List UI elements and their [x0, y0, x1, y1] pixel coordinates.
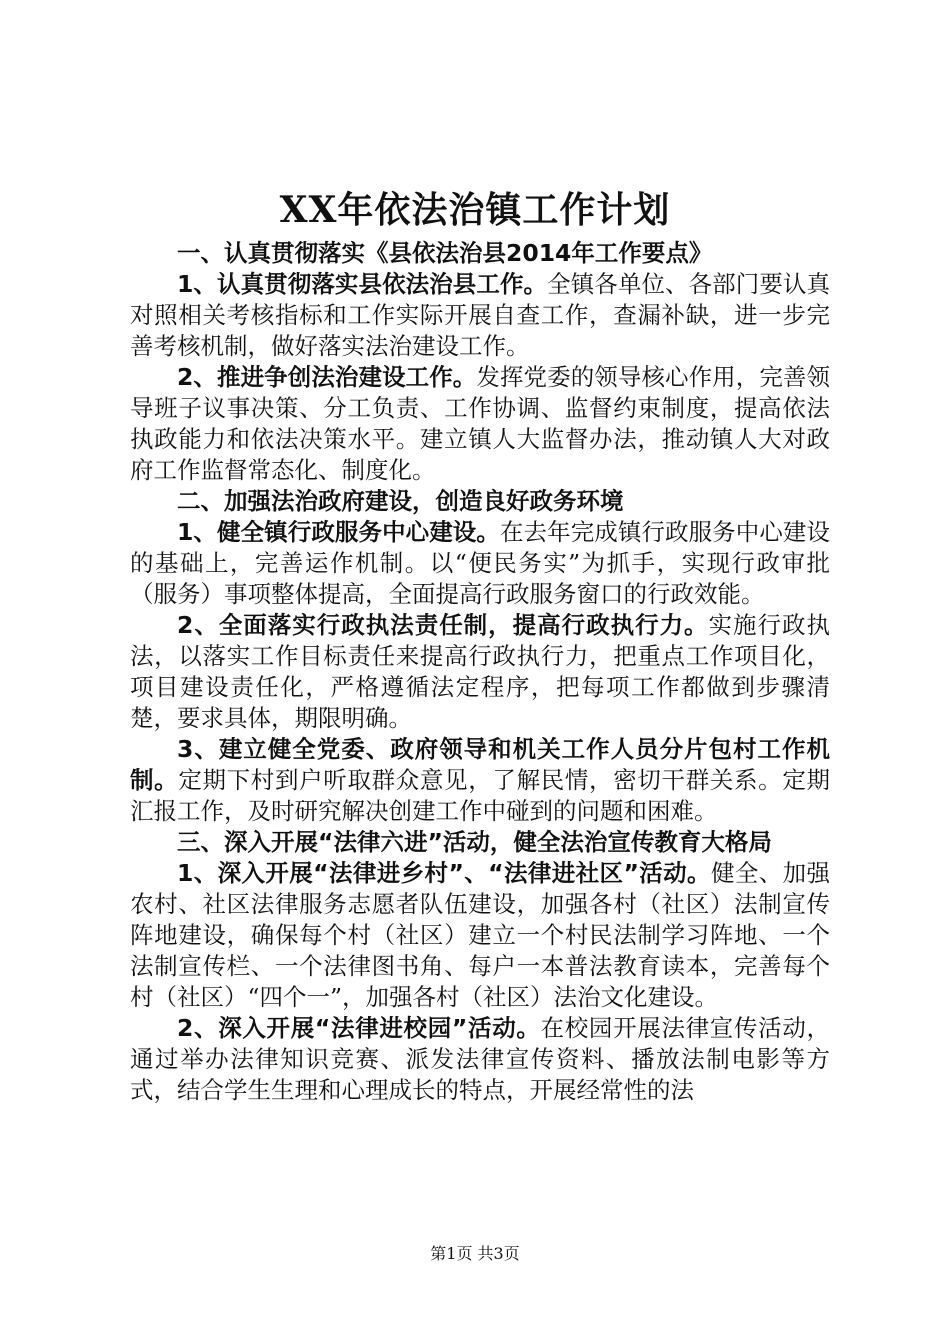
- paragraph-lead: 2、推进争创法治建设工作。: [177, 363, 477, 391]
- paragraph-text: 在校园开展法律宣传活动，通过举办法律知识竞赛、派发法律宣传资料、播放法制电影等方式，结合学生生理和心理成长的特点，开展经常性的法: [130, 1014, 830, 1104]
- document-body: [130, 238, 830, 1106]
- paragraph-text: 健全、加强农村、社区法律服务志愿者队伍建设，加强各村（社区）法制宣传阵地建设，确保每个村（社区）建立一个村民法制学习阵地、一个法制宣传栏、一个法律图书角、每户一本普法教育读本，完善每个村（社区）“四个一”，加强各村（社区）法治文化建设。: [130, 859, 831, 1011]
- section-heading: 三、深入开展“法律六进”活动，健全法治宣传教育大格局: [177, 828, 772, 856]
- paragraph-lead: 3、建立健全党委、政府领导和机关工作人员分片包村工作机制。: [130, 735, 830, 794]
- body-paragraph: [130, 1013, 830, 1106]
- paragraph-lead: 1、健全镇行政服务中心建设。: [177, 518, 500, 546]
- document-title: XX年依法治镇工作计划: [279, 189, 671, 231]
- section-heading: 一、认真贯彻落实《县依法治县2014年工作要点》: [177, 239, 713, 267]
- paragraph-text: 定期下村到户听取群众意见，了解民情，密切干群关系。定期汇报工作，及时研究解决创建工作中碰到的问题和困难。: [130, 766, 831, 825]
- body-paragraph: [130, 610, 830, 734]
- body-paragraph: [130, 362, 830, 486]
- section-heading: 二、加强法治政府建设，创造良好政务环境: [177, 487, 624, 515]
- paragraph-lead: 1、深入开展“法律进乡村”、“法律进社区”活动。: [177, 859, 711, 887]
- page-number-footer: 第1页 共3页: [430, 1244, 520, 1263]
- paragraph-text: 发挥党委的领导核心作用，完善领导班子议事决策、分工负责、工作协调、监督约束制度，提高依法执政能力和依法决策水平。建立镇人大监督办法，推动镇人大对政府工作监督常态化、制度化。: [130, 363, 831, 484]
- body-paragraph: [130, 858, 830, 1013]
- body-paragraph: [130, 269, 830, 362]
- body-paragraph: [130, 734, 830, 827]
- paragraph-lead: 1、认真贯彻落实县依法治县工作。: [177, 270, 548, 298]
- body-paragraph: [130, 517, 830, 610]
- paragraph-text: 实施行政执法，以落实工作目标责任来提高行政执行力，把重点工作项目化，项目建设责任化，严格遵循法定程序，把每项工作都做到步骤清楚，要求具体，期限明确。: [130, 611, 830, 732]
- paragraph-lead: 2、全面落实行政执法责任制，提高行政执行力。: [177, 611, 709, 639]
- paragraph-text: 在去年完成镇行政服务中心建设的基础上，完善运作机制。以“便民务实”为抓手，实现行政审批（服务）事项整体提高，全面提高行政服务窗口的行政效能。: [130, 518, 830, 608]
- paragraph-text: 全镇各单位、各部门要认真对照相关考核指标和工作实际开展自查工作，查漏补缺，进一步完善考核机制，做好落实法治建设工作。: [130, 270, 830, 360]
- paragraph-lead: 2、深入开展“法律进校园”活动。: [177, 1014, 541, 1042]
